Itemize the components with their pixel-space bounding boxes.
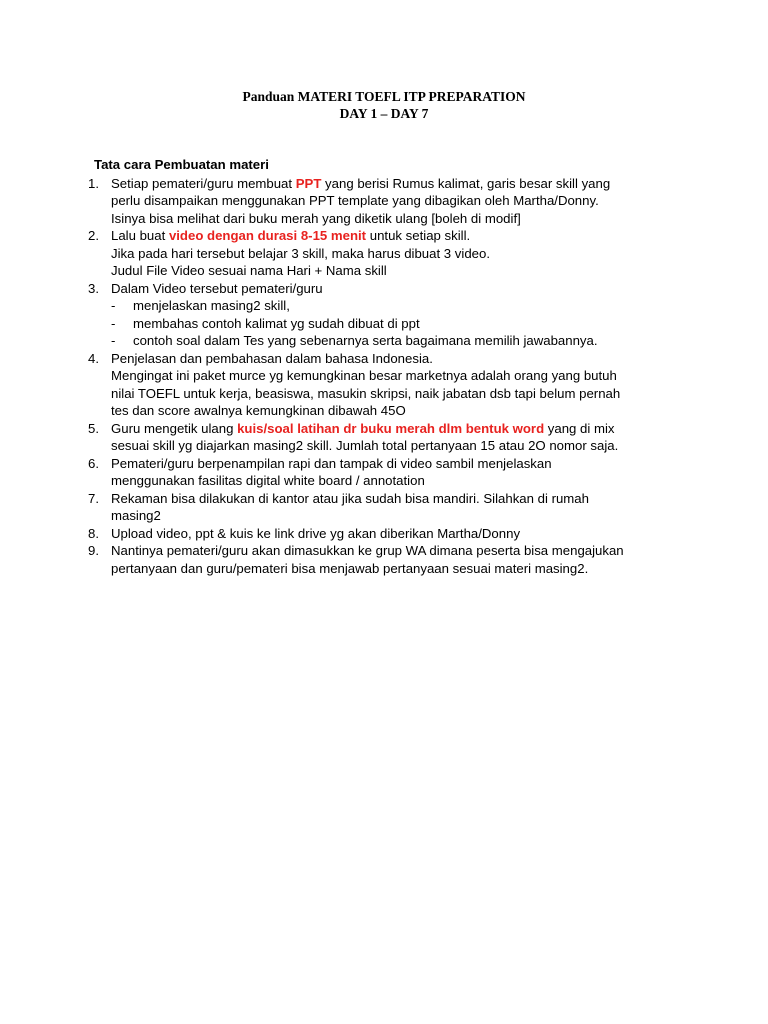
dash-item [111,315,688,333]
step-line: Jika pada hari tersebut belajar 3 skill, maka harus dibuat 3 video. [111,245,490,261]
step-number: 7. [88,490,99,506]
step-text: yang di mix [544,420,615,436]
step-line: Pemateri/guru berpenampilan rapi dan tampak di video sambil menjelaskan [111,455,552,471]
document-body [88,156,688,577]
highlighted-text: video dengan durasi 8-15 menit [168,228,367,243]
dash-marker: - [111,333,116,348]
step-number: 8. [88,525,99,541]
step-line: Dalam Video tersebut pemateri/guru [111,280,323,296]
step-line [111,227,688,245]
step-text: Setiap pemateri/guru membuat [111,175,296,191]
dash-list [111,297,688,350]
step-2 [88,227,688,280]
title-line-days: DAY 1 – DAY 7 [339,106,429,121]
dash-text: menjelaskan masing2 skill, [133,298,290,313]
step-4 [88,350,688,420]
step-7 [88,490,688,525]
step-line: menggunakan fasilitas digital white board / annotation [111,473,425,488]
step-text: Lalu buat [111,228,169,243]
step-8 [88,525,688,543]
dash-marker: - [111,315,116,331]
step-1 [88,175,688,228]
step-line: masing2 [111,508,161,523]
step-line: Mengingat ini paket murce yg kemungkinan besar marketnya adalah orang yang butuh [111,368,617,383]
step-number: 3. [88,280,99,296]
step-number: 4. [88,350,99,366]
step-number: 1. [88,175,99,191]
step-line: Nantinya pemateri/guru akan dimasukkan ke grup WA dimana peserta bisa mengajukan [111,543,624,558]
dash-text: contoh soal dalam Tes yang sebenarnya serta bagaimana memilih jawabannya. [133,333,598,348]
step-line: Judul File Video sesuai nama Hari + Nama skill [111,263,387,278]
dash-marker: - [111,298,116,313]
step-line: nilai TOEFL untuk kerja, beasiswa, masukin skripsi, naik jabatan dsb tapi belum pernah [111,385,621,401]
step-text: yang berisi Rumus kalimat, garis besar skill yang [321,175,611,191]
step-number: 5. [88,420,99,436]
steps-list [88,175,688,578]
step-line: tes dan score awalnya kemungkinan dibawah 45O [111,403,406,418]
step-number: 6. [88,455,99,471]
step-number: 9. [88,543,99,558]
step-line: pertanyaan dan guru/pemateri bisa menjawab pertanyaan sesuai materi masing2. [111,560,589,576]
step-3 [88,280,688,350]
step-line: Rekaman bisa dilakukan di kantor atau jika sudah bisa mandiri. Silahkan di rumah [111,490,589,506]
dash-text: membahas contoh kalimat yg sudah dibuat di ppt [133,315,420,331]
step-6 [88,455,688,490]
step-line: Isinya bisa melihat dari buku merah yang diketik ulang [boleh di modif] [111,210,521,226]
step-line: sesuai skill yg diajarkan masing2 skill. Jumlah total pertanyaan 15 atau 2O nomor saja. [111,438,619,453]
dash-item [111,332,688,350]
step-9 [88,542,688,577]
step-text: untuk setiap skill. [366,228,471,243]
step-text: Guru mengetik ulang [111,420,238,436]
step-line: Upload video, ppt & kuis ke link drive yg akan diberikan Martha/Donny [111,525,521,541]
title-line-main: Panduan MATERI TOEFL ITP PREPARATION [242,89,526,104]
dash-item [111,297,688,315]
step-5 [88,420,688,455]
step-line: Penjelasan dan pembahasan dalam bahasa Indonesia. [111,350,433,366]
step-line [111,420,688,438]
document-title [0,88,768,122]
step-number: 2. [88,228,99,243]
step-line: perlu disampaikan menggunakan PPT template yang dibagikan oleh Martha/Donny. [111,193,599,208]
highlighted-text: PPT [295,175,322,191]
section-heading: Tata cara Pembuatan materi [94,157,269,172]
step-line [111,175,688,193]
highlighted-text: kuis/soal latihan dr buku merah dlm bentuk word [237,420,545,436]
